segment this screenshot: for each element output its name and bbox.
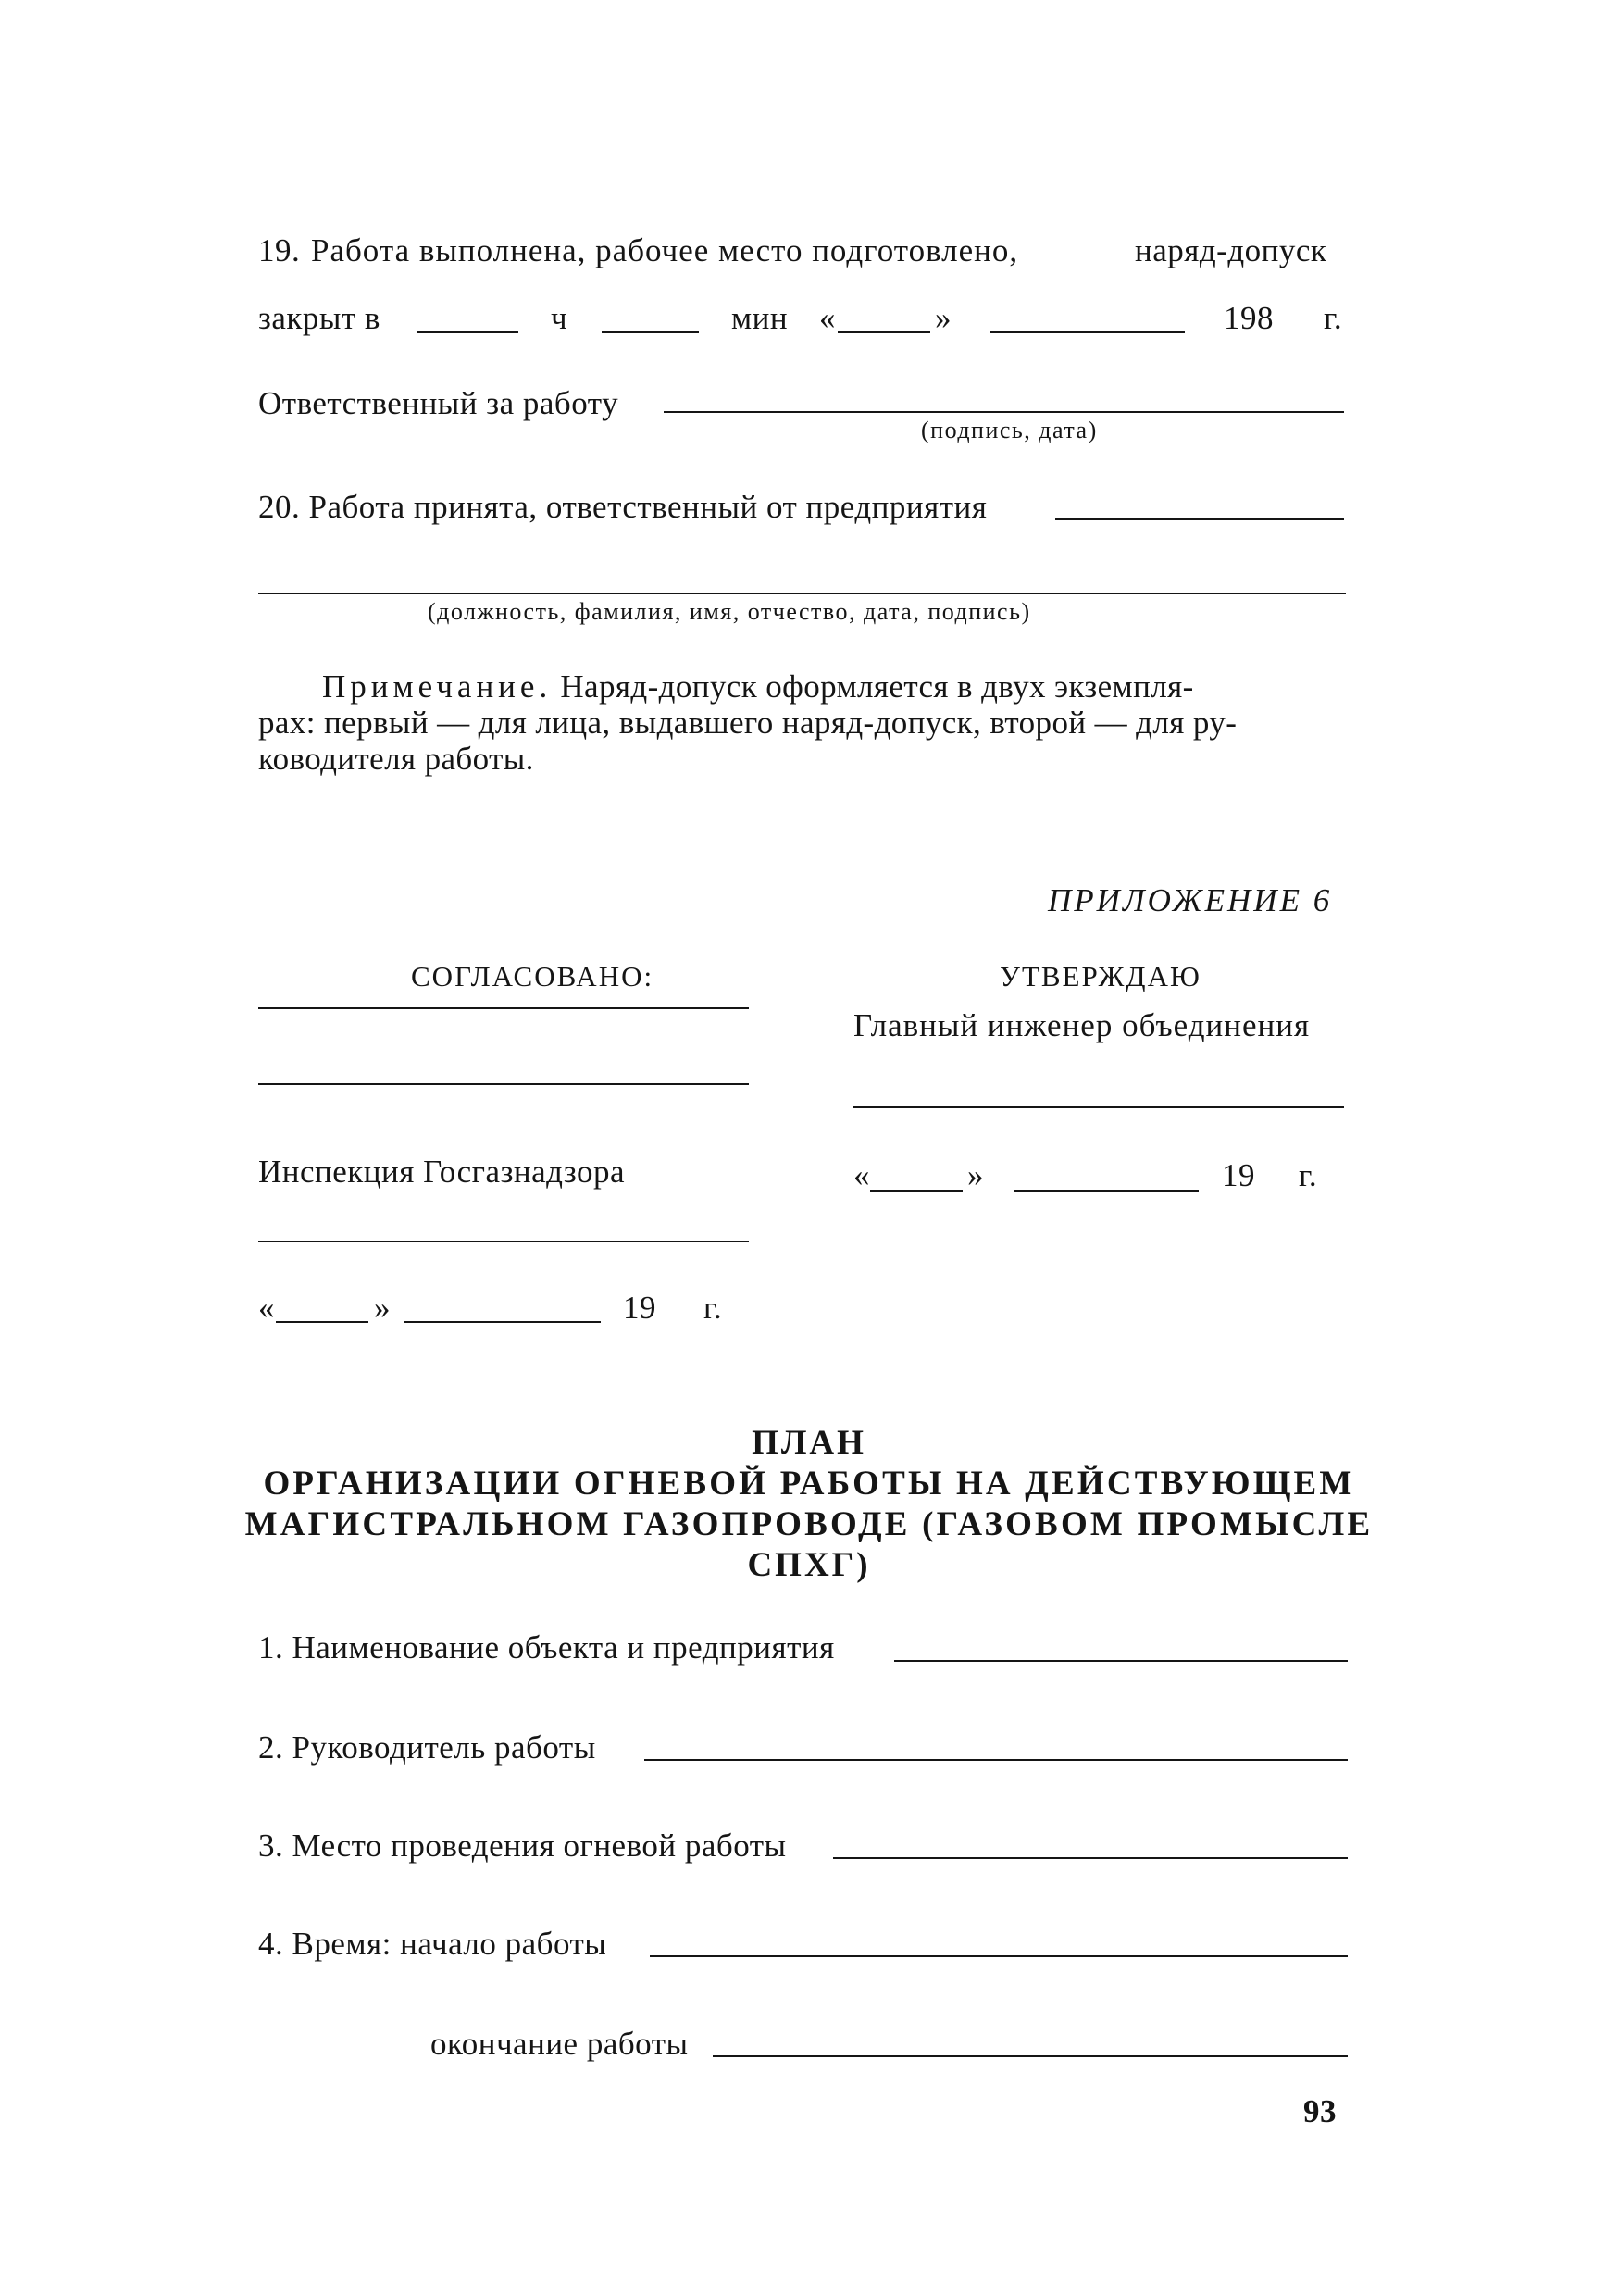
month-field[interactable] [990,331,1185,333]
left-quote-open: « [258,1290,275,1326]
plan-item-1: 1. Наименование объекта и предприятия [258,1629,835,1666]
plan-item-1-field[interactable] [894,1660,1348,1662]
plan-heading-2: ОРГАНИЗАЦИИ ОГНЕВОЙ РАБОТЫ НА ДЕЙСТВУЮЩЕМ [263,1465,1355,1503]
note-line-2: рах: первый — для лица, выдавшего наряд-допуск, второй — для ру- [258,705,1238,741]
plan-heading-3: МАГИСТРАЛЬНОМ ГАЗОПРОВОДЕ (ГАЗОВОМ ПРОМЫСЛЕ [244,1505,1374,1543]
item-20-caption: (должность, фамилия, имя, отчество, дата, подпись) [428,598,1031,625]
right-day-field[interactable] [870,1190,963,1192]
left-year-suffix: г. [703,1290,723,1326]
closed-label: закрыт в [258,300,380,336]
note-label: Примечание. [322,668,553,705]
right-year: 19 [1222,1157,1255,1193]
signature-caption: (подпись, дата) [921,417,1098,443]
quote-open: « [819,300,836,336]
item-20-field[interactable] [1055,518,1344,520]
appendix-title: ПРИЛОЖЕНИЕ 6 [1048,882,1333,918]
year-suffix: г. [1324,300,1343,336]
chief-engineer-field[interactable] [853,1106,1344,1108]
note-line-1 [322,670,1194,703]
chief-engineer-label: Главный инженер объединения [853,1007,1311,1043]
plan-item-2: 2. Руководитель работы [258,1729,596,1766]
agreed-label: СОГЛАСОВАНО: [411,960,654,992]
item-19-number: 19. [258,232,301,268]
item-20-text: 20. Работа принята, ответственный от предприятия [258,489,988,525]
responsible-signature-field[interactable] [664,411,1344,413]
hours-field[interactable] [417,331,518,333]
plan-heading-4: СПХГ) [747,1546,871,1584]
left-year: 19 [623,1290,656,1326]
right-month-field[interactable] [1014,1190,1199,1192]
approve-label: УТВЕРЖДАЮ [1000,960,1201,992]
agreed-field-1[interactable] [258,1007,749,1009]
plan-item-4: 4. Время: начало работы [258,1926,607,1962]
year-prefix: 198 [1224,300,1274,336]
plan-item-3: 3. Место проведения огневой работы [258,1828,787,1864]
item-19-text: Работа выполнена, рабочее место подготовлено, [311,232,1019,268]
end-time-label: окончание работы [430,2026,689,2062]
right-quote-close: » [967,1157,984,1193]
left-day-field[interactable] [276,1321,368,1323]
minutes-unit: мин [731,300,789,336]
right-year-suffix: г. [1299,1157,1318,1193]
inspection-label: Инспекция Госгазнадзора [258,1154,626,1190]
left-quote-close: » [374,1290,391,1326]
inspection-field[interactable] [258,1241,749,1242]
note-line-1-rest: Наряд-допуск оформляется в двух экземпля- [560,668,1194,705]
item-19-end: наряд-допуск [1135,232,1327,268]
item-20-full-line[interactable] [258,593,1346,594]
end-time-field[interactable] [713,2055,1348,2057]
plan-item-3-field[interactable] [833,1857,1348,1859]
responsible-label: Ответственный за работу [258,385,619,421]
plan-item-2-field[interactable] [644,1759,1348,1761]
day-field[interactable] [838,331,930,333]
note-line-3: ководителя работы. [258,741,534,777]
minutes-field[interactable] [602,331,699,333]
left-month-field[interactable] [404,1321,601,1323]
page-number: 93 [1303,2093,1337,2129]
plan-heading-1: ПЛАН [752,1424,866,1462]
hours-unit: ч [551,300,568,336]
right-quote-open: « [853,1157,870,1193]
quote-close: » [935,300,952,336]
plan-item-4-field[interactable] [650,1955,1348,1957]
agreed-field-2[interactable] [258,1083,749,1085]
